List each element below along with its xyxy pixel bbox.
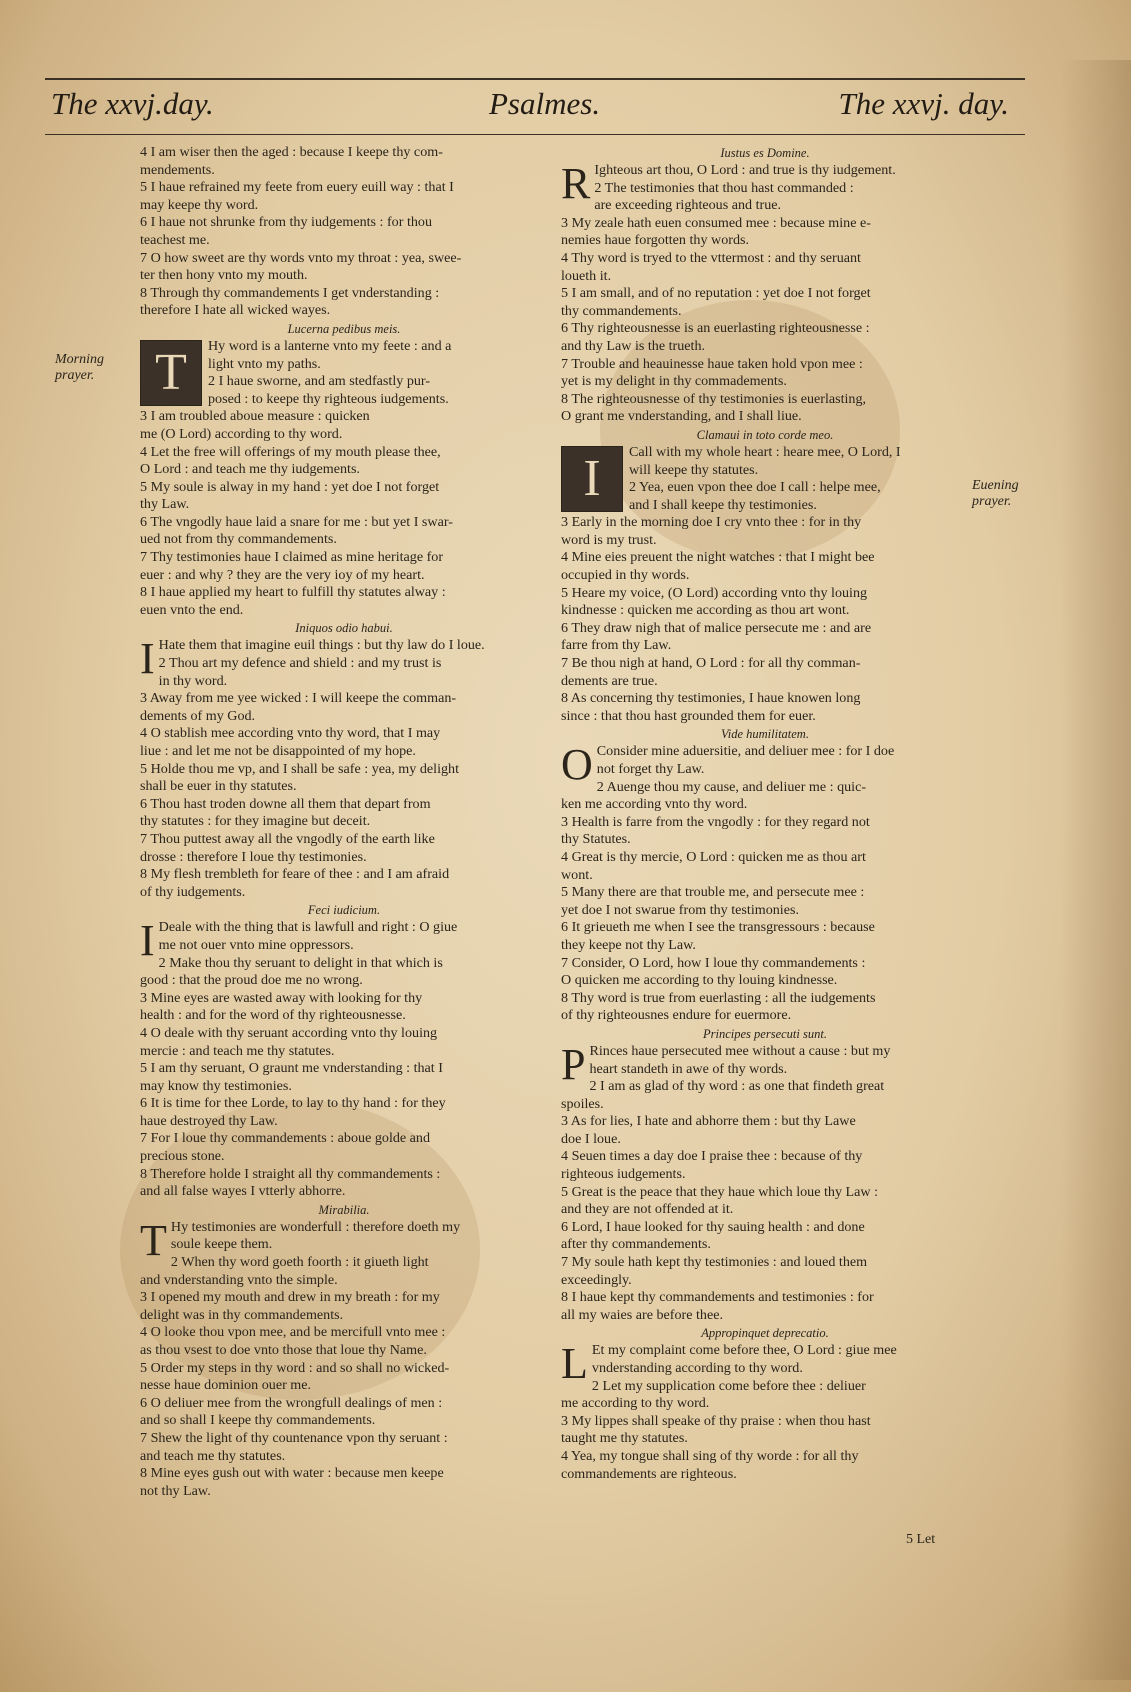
initial-letter: I	[140, 919, 155, 966]
verse-line: Hy word is a lanterne vnto my feete : and a	[208, 337, 452, 354]
section-heading: Principes persecuti sunt.	[703, 1026, 827, 1041]
verse-line: haue destroyed thy Law.	[140, 1112, 278, 1129]
initial-letter: R	[561, 162, 591, 208]
verse-line: 3 As for lies, I hate and abhorre them : but thy Lawe	[561, 1113, 856, 1130]
verse-line: occupied in thy words.	[561, 567, 690, 584]
verse-line: good : that the proud doe me no wrong.	[140, 972, 363, 989]
section-heading: Clamaui in toto corde meo.	[696, 427, 834, 442]
verse-line: posed : to keepe thy righteous iudgements.	[208, 390, 449, 407]
margin-note-line: prayer.	[972, 494, 1012, 509]
verse-line: 2 I am as glad of thy word : as one that findeth great	[589, 1078, 885, 1095]
verse-line: 4 Seuen times a day doe I praise thee : because of thy	[561, 1148, 863, 1165]
verse-line: delight was in thy commandements.	[140, 1306, 344, 1323]
verse-line: in thy word.	[158, 672, 228, 689]
verse-line: 4 O stablish mee according vnto thy word, that I may	[140, 725, 441, 742]
verse-line: 3 I am troubled aboue measure : quicken	[140, 408, 370, 425]
verse-line: nesse haue dominion ouer me.	[140, 1377, 312, 1394]
verse-line: taught me thy statutes.	[561, 1430, 688, 1447]
verse-line: righteous iudgements.	[561, 1166, 686, 1183]
verse-line: 4 Let the free will offerings of my mouth please thee,	[140, 443, 441, 460]
verse-line: 5 I am small, and of no reputation : yet doe I not forget	[561, 285, 871, 302]
verse-line: thy commandements.	[561, 302, 682, 319]
verse-line: 4 Yea, my tongue shall sing of thy worde : for all thy	[561, 1447, 859, 1464]
verse-line: precious stone.	[140, 1148, 225, 1165]
verse-line: 4 Mine eies preuent the night watches : that I might bee	[561, 549, 875, 566]
verse-line: yet is my delight in thy commadements.	[561, 373, 787, 390]
verse-line: 6 It is time for thee Lorde, to lay to thy hand : for they	[140, 1095, 446, 1112]
verse-line: 7 My soule hath kept thy testimonies : and loued them	[561, 1254, 868, 1271]
verse-line: farre from thy Law.	[561, 637, 672, 654]
verse-block	[140, 637, 548, 690]
verse-line: O grant me vnderstanding, and I shall liue.	[561, 408, 802, 425]
verse-line: and so shall I keepe thy commandements.	[140, 1412, 376, 1429]
verse-line: 5 Many there are that trouble me, and persecute mee :	[561, 884, 865, 901]
section-heading: Lucerna pedibus meis.	[287, 321, 401, 336]
section-heading: Feci iudicium.	[307, 903, 381, 918]
verse-line: may keepe thy word.	[140, 196, 259, 213]
verse-line: 8 Thy word is true from euerlasting : all the iudgements	[561, 989, 876, 1006]
verse-line: liue : and let me not be disappointed of my hope.	[140, 743, 416, 759]
verse-line: 5 Great is the peace that they haue which loue thy Law :	[561, 1183, 878, 1200]
verse-line: 5 I am thy seruant, O graunt me vnderstanding : that I	[140, 1060, 443, 1077]
right-text-column	[561, 144, 969, 1483]
verse-line: Rinces haue persecuted mee without a cause : but my	[589, 1042, 891, 1059]
verse-line: and teach me thy statutes.	[140, 1447, 286, 1464]
verse-line: 5 Order my steps in thy word : and so shall no wicked-	[140, 1359, 450, 1376]
verse-line: 2 I haue sworne, and am stedfastly pur-	[208, 373, 431, 390]
verse-line: 6 Thy righteousnesse is an euerlasting righteousnesse :	[561, 320, 870, 337]
verse-line: O Lord : and teach me thy iudgements.	[140, 461, 360, 478]
verse-line: Deale with the thing that is lawfull and right : O giue	[158, 919, 458, 936]
verse-line: and thy Law is the trueth.	[561, 337, 706, 354]
verse-line: therefore I hate all wicked wayes.	[140, 302, 331, 319]
verse-line: 4 I am wiser then the aged : because I keepe thy com-	[140, 144, 443, 160]
verse-line: 3 My zeale hath euen consumed mee : because mine e-	[561, 214, 871, 231]
catchword: 5 Let	[906, 1532, 936, 1547]
verse-line: shall be euer in thy statutes.	[140, 778, 297, 795]
verse-line: will keepe thy statutes.	[629, 461, 759, 478]
verse-line: 8 I haue applied my heart to fulfill thy statutes alway :	[140, 584, 446, 601]
verse-line: since : that thou hast grounded them for euer.	[561, 707, 816, 724]
verse-line: 2 Let my supplication come before thee : deliuer	[591, 1377, 866, 1394]
verse-line: 3 My lippes shall speake of thy praise : when thou hast	[561, 1412, 871, 1429]
verse-line: 7 Shew the light of thy countenance vpon thy seruant :	[140, 1429, 448, 1446]
verse-line: drosse : therefore I loue thy testimonies.	[140, 848, 367, 865]
verse-line: 6 Thou hast troden downe all them that depart from	[140, 795, 431, 812]
verse-block	[561, 743, 969, 796]
verse-block	[561, 162, 969, 215]
verse-line: yet doe I not swarue from thy testimonies.	[561, 901, 799, 918]
margin-note-line: Euening	[972, 478, 1019, 493]
section-heading: Appropinquet deprecatio.	[701, 1326, 829, 1341]
verse-line: 6 O deliuer mee from the wrongfull dealings of men :	[140, 1394, 443, 1411]
verse-line: they keepe not thy Law.	[561, 936, 696, 953]
verse-line: spoiles.	[561, 1095, 604, 1112]
verse-line: 5 My soule is alway in my hand : yet doe I not forget	[140, 478, 440, 495]
verse-line: Ighteous art thou, O Lord : and true is thy iudgement.	[594, 162, 896, 178]
verse-line: 2 When thy word goeth foorth : it giueth light	[170, 1254, 429, 1271]
verse-line: commandements are righteous.	[561, 1465, 737, 1482]
verse-line: 7 Thou puttest away all the vngodly of the earth like	[140, 830, 435, 847]
verse-line: thy statutes : for they imagine but deceit.	[140, 813, 371, 830]
initial-letter: O	[561, 743, 593, 790]
verse-block	[561, 444, 969, 514]
page-edge-shadow	[1061, 60, 1131, 1680]
verse-line: 2 The testimonies that thou hast commanded :	[594, 179, 854, 196]
verse-line: euer : and why ? they are the very ioy of my heart.	[140, 566, 425, 583]
verse-line: and I shall keepe thy testimonies.	[629, 496, 817, 513]
verse-line: and all false wayes I vtterly abhorre.	[140, 1183, 346, 1200]
verse-line: 6 It grieueth me when I see the transgressours : because	[561, 919, 875, 936]
verse-line: me not ouer vnto mine oppressors.	[158, 936, 354, 953]
verse-line: heart standeth in awe of thy words.	[589, 1060, 788, 1077]
verse-line: Call with my whole heart : heare mee, O Lord, I	[629, 443, 901, 460]
verse-line: 7 O how sweet are thy words vnto my throat : yea, swee-	[140, 249, 462, 266]
verse-line: 4 O deale with thy seruant according vnto thy louing	[140, 1024, 438, 1041]
initial-letter: I	[140, 637, 155, 684]
verse-line: of thy iudgements.	[140, 883, 246, 900]
verse-block	[561, 1043, 969, 1096]
header-center: Psalmes.	[489, 86, 601, 121]
margin-note-line: Morning	[55, 352, 104, 367]
verse-line: and vnderstanding vnto the simple.	[140, 1271, 338, 1288]
verse-line: 2 Yea, euen vpon thee doe I call : helpe mee,	[629, 479, 881, 496]
margin-note-morning	[55, 352, 104, 384]
verse-line: 8 As concerning thy testimonies, I haue knowen long	[561, 690, 861, 707]
verse-line: me according to thy word.	[561, 1395, 710, 1412]
verse-block	[140, 1219, 548, 1272]
verse-block	[561, 1342, 969, 1395]
verse-line: ken me according vnto thy word.	[561, 796, 748, 813]
verse-line: Consider mine aduersitie, and deliuer mee : for I doe	[596, 743, 895, 760]
verse-line: 8 I haue kept thy commandements and testimonies : for	[561, 1289, 874, 1306]
verse-line: 3 I opened my mouth and drew in my breath : for my	[140, 1289, 440, 1306]
verse-block	[140, 919, 548, 972]
verse-block	[140, 338, 548, 408]
verse-line: me (O Lord) according to thy word.	[140, 425, 343, 442]
verse-line: 3 Early in the morning doe I cry vnto thee : for in thy	[561, 514, 862, 531]
verse-line: nemies haue forgotten thy words.	[561, 232, 750, 249]
verse-line: 2 Thou art my defence and shield : and my trust is	[158, 655, 442, 672]
initial-letter: P	[561, 1042, 586, 1089]
verse-line: 2 Auenge thou my cause, and deliuer me : quic-	[596, 778, 867, 795]
verse-line: 8 Therefore holde I straight all thy commandements :	[140, 1165, 441, 1182]
verse-line: 7 For I loue thy commandements : aboue golde and	[140, 1130, 431, 1147]
section-heading: Mirabilia.	[318, 1202, 370, 1217]
verse-line: are exceeding righteous and true.	[594, 197, 782, 214]
verse-line: doe I loue.	[561, 1130, 621, 1147]
decorated-initial: T	[140, 340, 202, 406]
verse-line: ued not from thy commandements.	[140, 531, 337, 548]
verse-line: 6 The vngodly haue laid a snare for me : but yet I swar-	[140, 513, 453, 530]
margin-note-evening	[972, 478, 1019, 510]
verse-line: 5 Holde thou me vp, and I shall be safe : yea, my delight	[140, 760, 459, 777]
decorated-initial: I	[561, 446, 623, 512]
verse-line: 3 Health is farre from the vngodly : for they regard not	[561, 813, 870, 830]
verse-line: health : and for the word of thy righteousnesse.	[140, 1007, 406, 1024]
verse-line: 3 Mine eyes are wasted away with looking for thy	[140, 989, 423, 1006]
section-heading: Iniquos odio habui.	[295, 621, 393, 636]
verse-line: kindnesse : quicken me according as thou art wont.	[561, 602, 850, 619]
verse-line: 7 Trouble and heauinesse haue taken hold vpon mee :	[561, 355, 863, 372]
header-right: The xxvj. day.	[838, 86, 1009, 121]
initial-letter: T	[140, 1218, 167, 1265]
verse-line: after thy commandements.	[561, 1236, 711, 1253]
running-header	[45, 78, 1025, 136]
verse-line: dements are true.	[561, 672, 658, 689]
verse-line: as thou vsest to doe vnto those that loue thy Name.	[140, 1342, 427, 1358]
verse-line: 7 Be thou nigh at hand, O Lord : for all thy comman-	[561, 655, 861, 672]
initial-letter: L	[561, 1342, 588, 1389]
verse-line: light vnto my paths.	[208, 355, 321, 372]
verse-line: 2 Make thou thy seruant to delight in that which is	[158, 954, 443, 971]
verse-line: vnderstanding according to thy word.	[591, 1360, 803, 1376]
margin-note-line: prayer.	[55, 368, 95, 383]
verse-line: word is my trust.	[561, 531, 657, 548]
verse-line: 4 Thy word is tryed to the vttermost : and thy seruant	[561, 249, 861, 266]
verse-line: Hy testimonies are wonderfull : therefore doeth my	[170, 1218, 461, 1235]
verse-line: ter then hony vnto my mouth.	[140, 267, 308, 284]
verse-line: 6 Lord, I haue looked for thy sauing health : and done	[561, 1218, 865, 1235]
verse-line: soule keepe them.	[170, 1236, 273, 1253]
verse-line: 8 Through thy commandements I get vnderstanding :	[140, 284, 440, 301]
section-heading: Vide humilitatem.	[721, 727, 809, 742]
verse-line: loueth it.	[561, 267, 612, 284]
verse-line: 8 The righteousnesse of thy testimonies is euerlasting,	[561, 390, 867, 407]
verse-line: thy Law.	[140, 496, 190, 513]
verse-line: 3 Away from me yee wicked : I will keepe the comman-	[140, 690, 457, 707]
verse-line: all my waies are before thee.	[561, 1306, 723, 1323]
verse-line: 6 They draw nigh that of malice persecute me : and are	[561, 619, 872, 636]
verse-line: exceedingly.	[561, 1271, 632, 1288]
verse-line: 5 I haue refrained my feete from euery euill way : that I	[140, 179, 454, 196]
verse-line: O quicken me according to thy louing kindnesse.	[561, 972, 838, 989]
verse-line: 8 My flesh trembleth for feare of thee : and I am afraid	[140, 866, 450, 883]
left-text-column	[140, 144, 548, 1500]
verse-line: not forget thy Law.	[596, 761, 705, 777]
verse-line: of thy righteousnes endure for euermore.	[561, 1007, 792, 1024]
verse-line: not thy Law.	[140, 1482, 211, 1499]
verse-line: dements of my God.	[140, 707, 256, 724]
header-left: The xxvj.day.	[51, 86, 214, 121]
verse-line: Et my complaint come before thee, O Lord : giue mee	[591, 1342, 897, 1359]
verse-line: Hate them that imagine euil things : but thy law do I loue.	[158, 637, 485, 654]
verse-line: mendements.	[140, 161, 215, 178]
verse-line: 6 I haue not shrunke from thy iudgements : for thou	[140, 214, 432, 231]
verse-line: thy Statutes.	[561, 831, 631, 848]
verse-line: 7 Thy testimonies haue I claimed as mine heritage for	[140, 549, 444, 566]
verse-line: 4 Great is thy mercie, O Lord : quicken me as thou art	[561, 848, 866, 865]
header-rule	[45, 134, 1025, 135]
verse-line: 8 Mine eyes gush out with water : because men keepe	[140, 1465, 444, 1482]
verse-line: euen vnto the end.	[140, 601, 244, 618]
verse-line: wont.	[561, 866, 593, 883]
verse-line: may know thy testimonies.	[140, 1077, 292, 1094]
verse-line: 5 Heare my voice, (O Lord) according vnto thy louing	[561, 584, 868, 601]
verse-line: and they are not offended at it.	[561, 1201, 734, 1218]
verse-line: 7 Consider, O Lord, how I loue thy commandements :	[561, 954, 866, 971]
verse-line: 4 O looke thou vpon mee, and be mercifull vnto mee :	[140, 1324, 446, 1341]
verse-line: teachest me.	[140, 231, 210, 248]
section-heading: Iustus es Domine.	[720, 146, 810, 160]
verse-line: mercie : and teach me thy statutes.	[140, 1042, 335, 1059]
